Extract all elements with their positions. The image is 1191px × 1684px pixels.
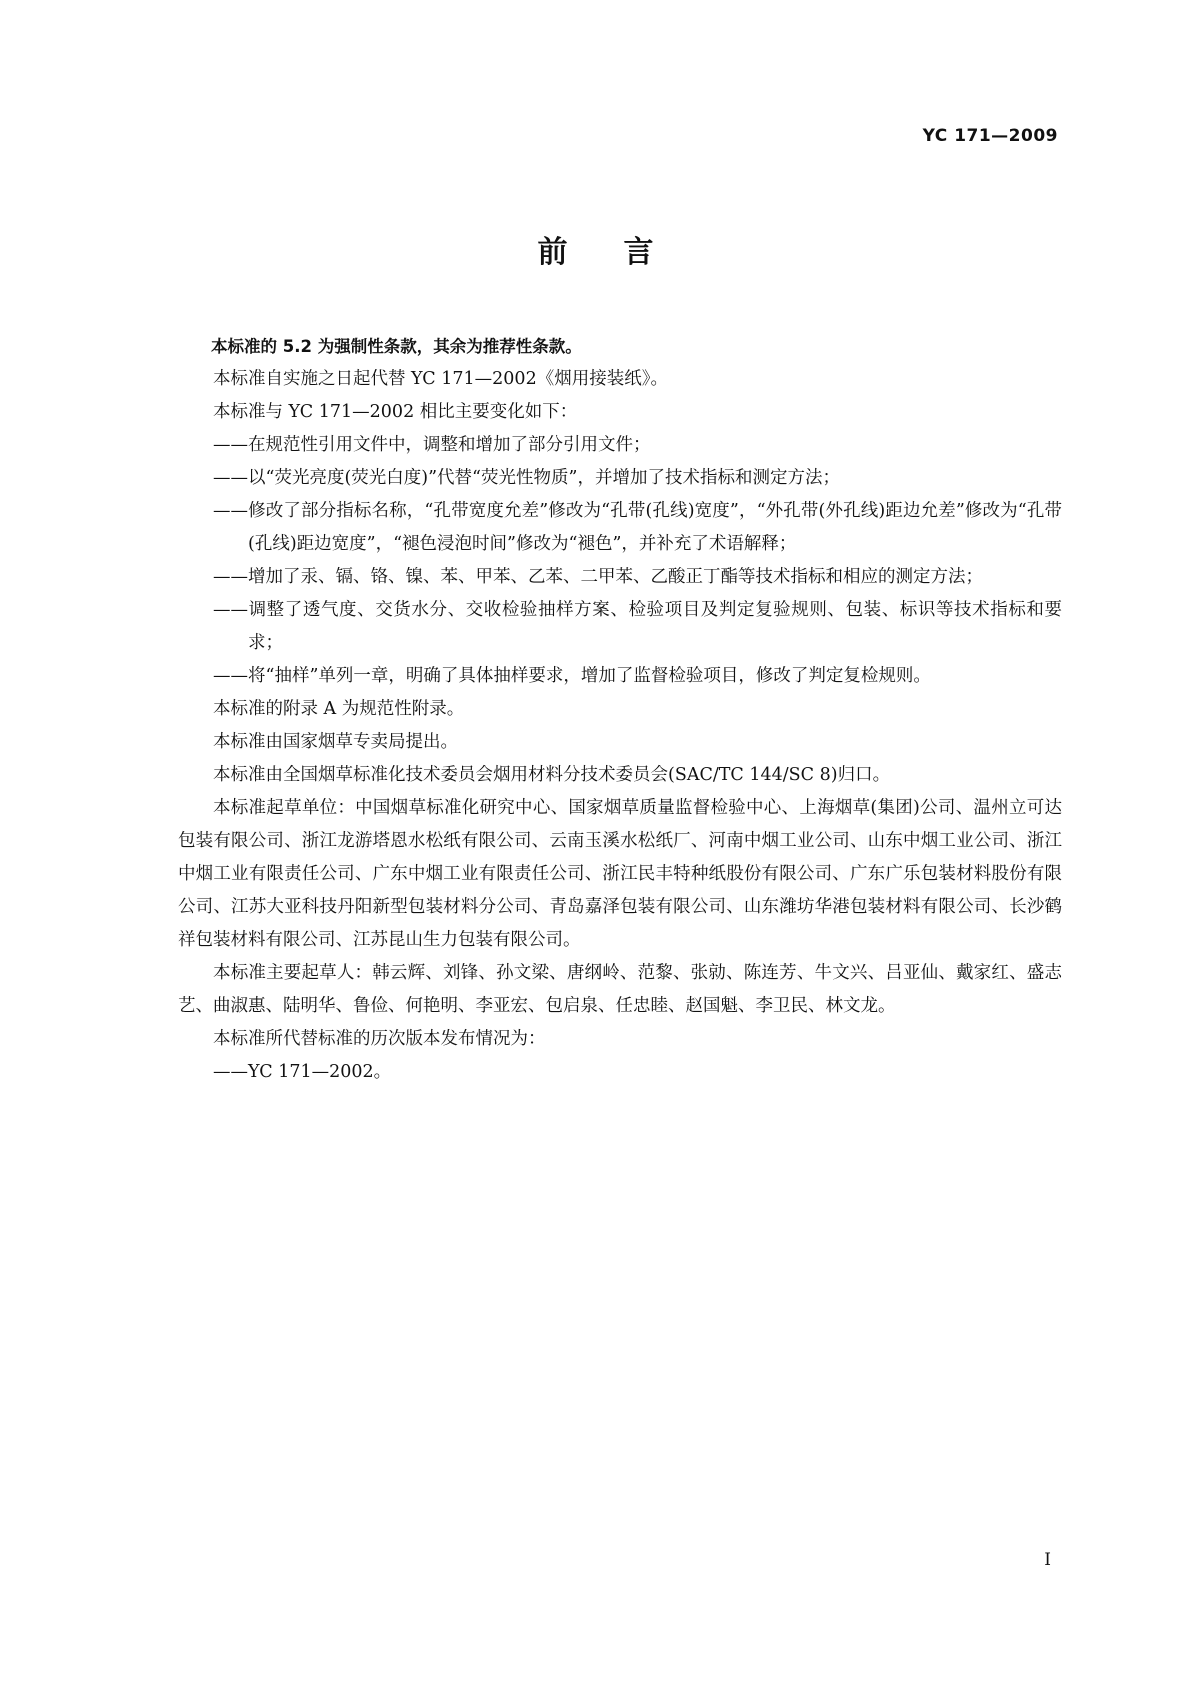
paragraph-drafters: 本标准主要起草人：韩云辉、刘锋、孙文梁、唐纲岭、范黎、张勍、陈连芳、牛文兴、吕亚仙、戴家红、盛志艺、曲淑惠、陆明华、鲁俭、何艳明、李亚宏、包启泉、任忠睦、赵国魁、李卫民、林文龙。 [178, 963, 1062, 1016]
change-item: ——修改了部分指标名称，“孔带宽度允差”修改为“孔带(孔线)宽度”，“外孔带(外孔线)距边允差”修改为“孔带(孔线)距边宽度”，“褪色浸泡时间”修改为“褪色”，并补充了术语解释； [213, 501, 1062, 554]
paragraph-centralized-by: 本标准由全国烟草标准化技术委员会烟用材料分技术委员会(SAC/TC 144/SC 8)归口。 [213, 765, 891, 785]
foreword-body [178, 330, 1062, 1089]
change-item: ——增加了汞、镉、铬、镍、苯、甲苯、乙苯、二甲苯、乙酸正丁酯等技术指标和相应的测定方法； [213, 567, 983, 587]
paragraph-replaces: 本标准自实施之日起代替 YC 171—2002《烟用接装纸》。 [213, 369, 668, 389]
paragraph-drafting-units: 本标准起草单位：中国烟草标准化研究中心、国家烟草质量监督检验中心、上海烟草(集团)公司、温州立可达包装有限公司、浙江龙游塔恩水松纸有限公司、云南玉溪水松纸厂、河南中烟工业公司、山东中烟工业公司、浙江中烟工业有限责任公司、广东中烟工业有限责任公司、浙江民丰特种纸股份有限公司、广东广乐包装材料股份有限公司、江苏大亚科技丹阳新型包装材料分公司、青岛嘉泽包装有限公司、山东潍坊华港包装材料有限公司、长沙鹤祥包装材料有限公司、江苏昆山生力包装有限公司。 [178, 798, 1062, 950]
previous-edition-item: ——YC 171—2002。 [213, 1062, 392, 1082]
change-item: ——在规范性引用文件中，调整和增加了部分引用文件； [213, 435, 651, 455]
paragraph-changes-intro: 本标准与 YC 171—2002 相比主要变化如下： [213, 402, 578, 422]
change-item: ——将“抽样”单列一章，明确了具体抽样要求，增加了监督检验项目，修改了判定复检规则。 [213, 666, 931, 686]
page-title: 前言 [537, 235, 710, 270]
standard-number: YC 171—2009 [922, 126, 1058, 146]
paragraph-mandatory-clause: 本标准的 5.2 为强制性条款，其余为推荐性条款。 [211, 337, 582, 356]
paragraph-previous-editions: 本标准所代替标准的历次版本发布情况为： [213, 1029, 546, 1049]
page-number: I [1044, 1550, 1051, 1570]
paragraph-annex: 本标准的附录 A 为规范性附录。 [213, 699, 465, 719]
change-item: ——以“荧光亮度(荧光白度)”代替“荧光性物质”，并增加了技术指标和测定方法； [213, 468, 840, 488]
change-item: ——调整了透气度、交货水分、交收检验抽样方案、检验项目及判定复验规则、包装、标识等技术指标和要求； [213, 600, 1062, 653]
paragraph-proposed-by: 本标准由国家烟草专卖局提出。 [213, 732, 458, 752]
